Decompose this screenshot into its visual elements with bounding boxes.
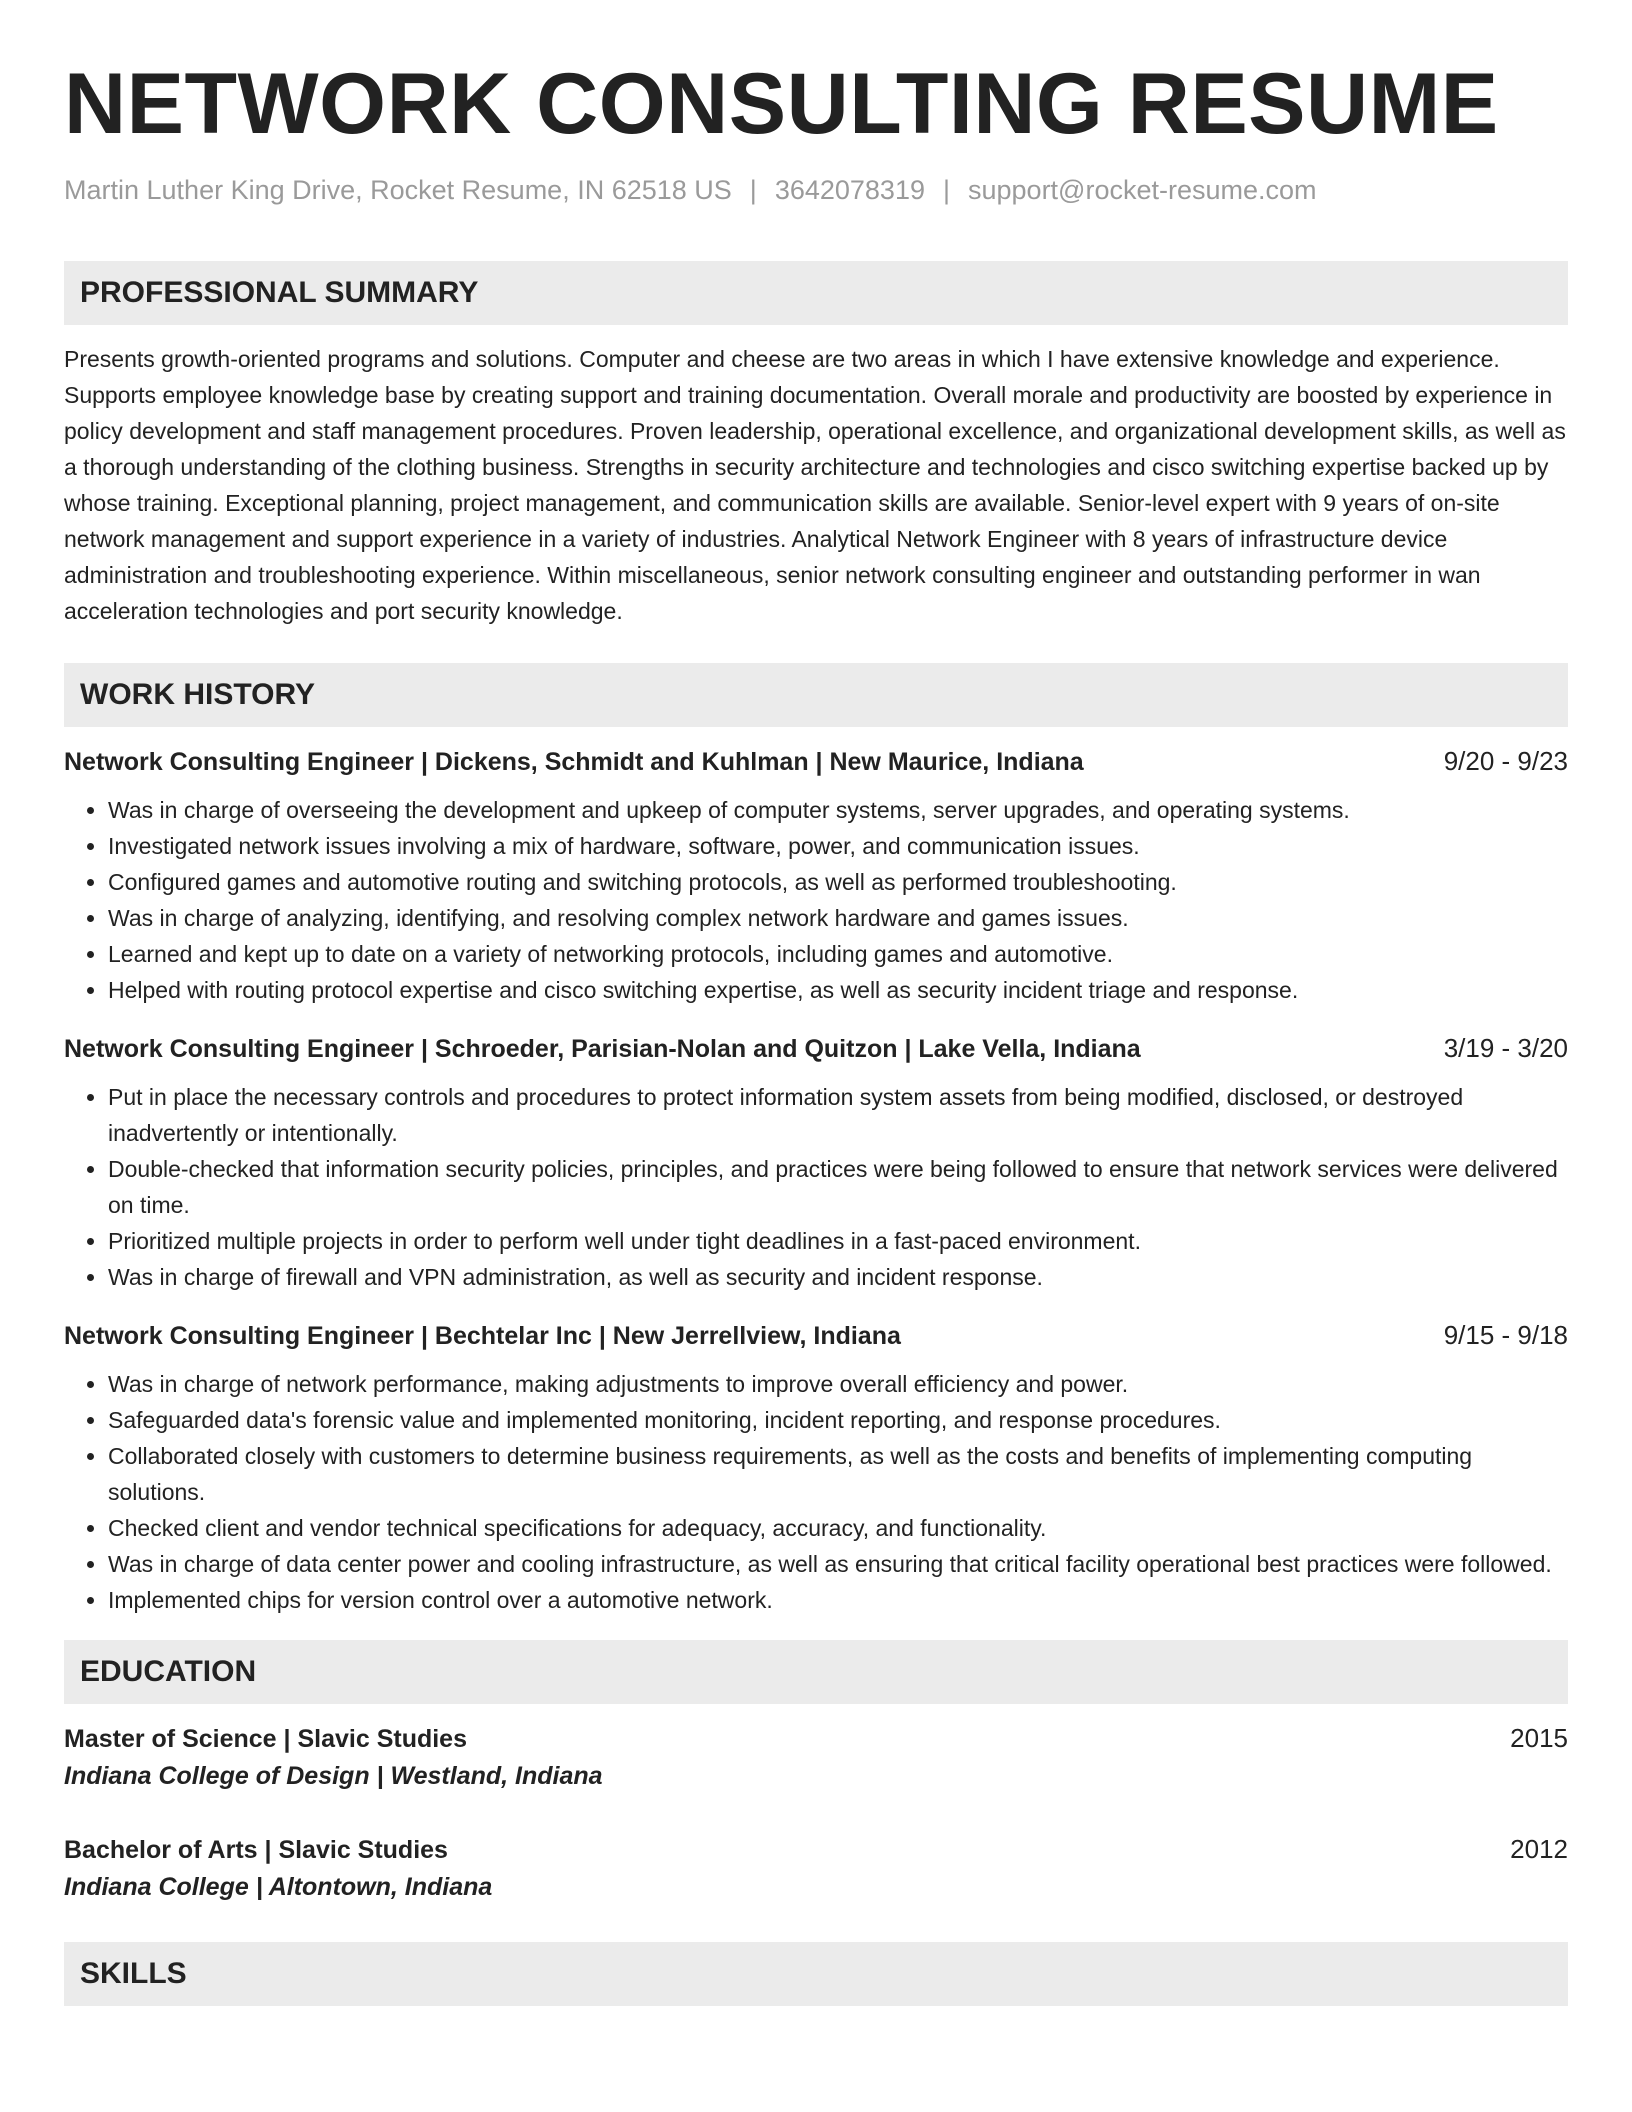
job-bullet: • Safeguarded data's forensic value and implemented monitoring, incident reporting, and response procedures. [108, 1402, 1568, 1438]
job-bullets [64, 1366, 1568, 1618]
education-school: Indiana College | Altontown, Indiana [64, 1873, 493, 1901]
contact-line [64, 171, 1568, 209]
job-date: 9/15 - 9/18 [1443, 1320, 1568, 1350]
job-entry [64, 1317, 1568, 1618]
job-bullets [64, 792, 1568, 1008]
education-header [64, 1831, 1568, 1868]
section-header-summary: PROFESSIONAL SUMMARY [64, 261, 1568, 325]
contact-separator: | [749, 175, 757, 205]
section-header-skills: SKILLS [64, 1942, 1568, 2006]
job-bullet: • Helped with routing protocol expertise and cisco switching expertise, as well as security incident triage and response. [108, 972, 1568, 1008]
job-bullet: • Learned and kept up to date on a variety of networking protocols, including games and automotive. [108, 936, 1568, 972]
job-entry [64, 1030, 1568, 1295]
job-bullet: • Was in charge of firewall and VPN administration, as well as security and incident response. [108, 1259, 1568, 1295]
job-header [64, 743, 1568, 780]
job-title: Network Consulting Engineer | Schroeder, Parisian-Nolan and Quitzon | Lake Vella, Indiana [64, 1035, 1141, 1063]
summary-text: Presents growth-oriented programs and solutions. Computer and cheese are two areas in which I have extensive knowledge and experience. Supports employee knowledge base by creating support and training documentation. Overall morale and productivity are boosted by experience in policy development and staff management procedures. Proven leadership, operational excellence, and organizational development skills, as well as a thorough understanding of the clothing business. Strengths in security architecture and technologies and cisco switching expertise backed up by whose training. Exceptional planning, project management, and communication skills are available. Senior-level expert with 9 years of on-site network management and support experience in a variety of industries. Analytical Network Engineer with 8 years of infrastructure device administration and troubleshooting experience. Within miscellaneous, senior network consulting engineer and outstanding performer in wan acceleration technologies and port security knowledge. [64, 346, 1566, 624]
job-title: Network Consulting Engineer | Dickens, Schmidt and Kuhlman | New Maurice, Indiana [64, 748, 1084, 776]
job-bullet: • Was in charge of analyzing, identifying, and resolving complex network hardware and games issues. [108, 900, 1568, 936]
contact-phone: 3642078319 [774, 175, 925, 205]
education-year: 2012 [1510, 1834, 1568, 1864]
job-header [64, 1030, 1568, 1067]
education-header [64, 1720, 1568, 1757]
job-bullet: • Was in charge of data center power and cooling infrastructure, as well as ensuring that critical facility operational best practices were followed. [108, 1546, 1568, 1582]
education-school: Indiana College of Design | Westland, Indiana [64, 1762, 603, 1790]
job-bullet: • Put in place the necessary controls and procedures to protect information system assets from being modified, disclosed, or destroyed inadvertently or intentionally. [108, 1079, 1568, 1151]
job-title: Network Consulting Engineer | Bechtelar Inc | New Jerrellview, Indiana [64, 1322, 901, 1350]
job-bullet: • Double-checked that information security policies, principles, and practices were being followed to ensure that network services were delivered on time. [108, 1151, 1568, 1223]
job-bullet: • Was in charge of network performance, making adjustments to improve overall efficiency and power. [108, 1366, 1568, 1402]
job-entry [64, 743, 1568, 1008]
contact-separator: | [942, 175, 950, 205]
education-entry [64, 1831, 1568, 1906]
education-degree: Bachelor of Arts | Slavic Studies [64, 1836, 448, 1864]
education-degree: Master of Science | Slavic Studies [64, 1725, 467, 1753]
job-bullets [64, 1079, 1568, 1295]
contact-email: support@rocket-resume.com [968, 175, 1317, 205]
resume-title: NETWORK CONSULTING RESUME [64, 56, 1499, 152]
job-bullet: • Prioritized multiple projects in order to perform well under tight deadlines in a fast-paced environment. [108, 1223, 1568, 1259]
job-bullet: • Implemented chips for version control over a automotive network. [108, 1582, 1568, 1618]
contact-address: Martin Luther King Drive, Rocket Resume, IN 62518 US [64, 175, 732, 205]
job-date: 9/20 - 9/23 [1443, 746, 1568, 776]
education-year: 2015 [1510, 1723, 1568, 1753]
section-header-work-history: WORK HISTORY [64, 663, 1568, 727]
job-bullet: • Was in charge of overseeing the development and upkeep of computer systems, server upgrades, and operating systems. [108, 792, 1568, 828]
job-bullet: • Configured games and automotive routing and switching protocols, as well as performed troubleshooting. [108, 864, 1568, 900]
job-bullet: • Checked client and vendor technical specifications for adequacy, accuracy, and functionality. [108, 1510, 1568, 1546]
section-header-education: EDUCATION [64, 1640, 1568, 1704]
job-bullet: • Investigated network issues involving a mix of hardware, software, power, and communication issues. [108, 828, 1568, 864]
job-bullet: • Collaborated closely with customers to determine business requirements, as well as the costs and benefits of implementing computing solutions. [108, 1438, 1568, 1510]
job-header [64, 1317, 1568, 1354]
education-entry [64, 1720, 1568, 1795]
job-date: 3/19 - 3/20 [1443, 1033, 1568, 1063]
